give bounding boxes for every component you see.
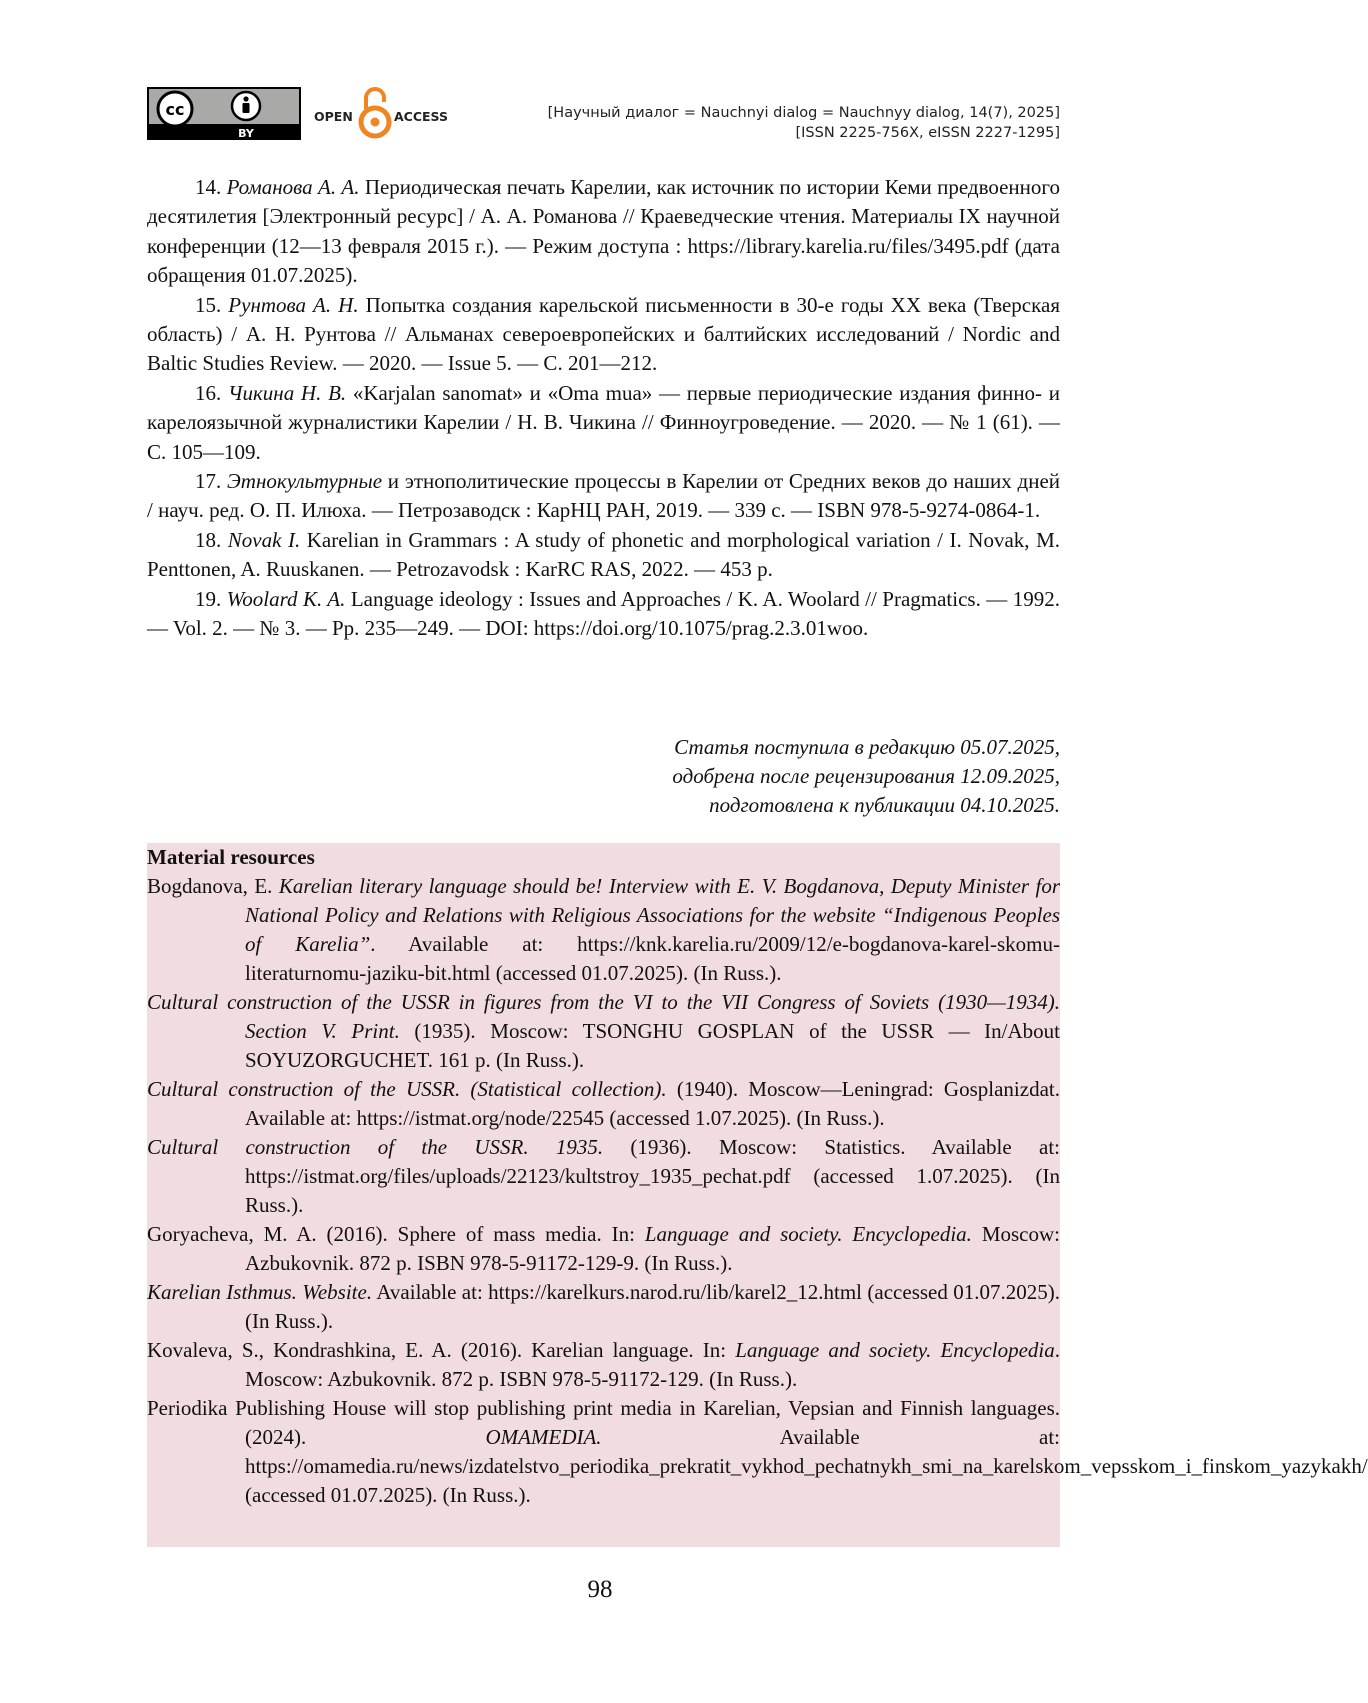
- reference-author: Woolard K. A.: [226, 586, 346, 611]
- reference-author: Этнокультурные: [227, 469, 383, 494]
- reference-text: и этнополитические процессы в Карелии от Средних веков до наших дней / науч. ред. О. П. Илюха. — Петрозаводск : КарНЦ РАН, 2019. — 339 с. — ISBN 978-5-9274-0864-1.: [147, 469, 1061, 523]
- open-access-logo: [314, 85, 464, 141]
- reference-number: 18.: [195, 527, 222, 552]
- material-item-title: Language and society. Encyclopedia: [735, 1338, 1055, 1362]
- reference-author: Романова А. А.: [226, 175, 360, 199]
- material-item-details: (1936). Moscow: Statistics. Available at: https://istmat.org/files/uploads/22123/kultstroy_1935_pechat.pdf (accessed 1.07.2025). (In Russ.).: [245, 1135, 1060, 1217]
- material-item: [147, 1278, 1060, 1336]
- journal-citation: [548, 103, 1060, 143]
- open-access-lock-icon: [361, 89, 389, 136]
- by-label: BY: [238, 127, 254, 140]
- reference-item: [147, 379, 1060, 467]
- material-item-details: Available at: https://karelkurs.narod.ru/lib/karel2_12.html (accessed 01.07.2025). (In Russ.).: [245, 1280, 1061, 1333]
- reference-number: 17.: [195, 469, 222, 494]
- material-item: [147, 988, 1060, 1075]
- reference-number: 15.: [195, 292, 222, 317]
- cc-label: cc: [165, 100, 185, 119]
- reference-number: 16.: [195, 380, 222, 405]
- received-date: Статья поступила в редакцию 05.07.2025,: [674, 735, 1060, 759]
- material-item-text: Periodika Publishing House will stop publishing print media in Karelian, Vepsian and Finnish languages. (2024).: [147, 1396, 1060, 1449]
- reference-text: Попытка создания карельской письменности в 30-е годы XX века (Тверская область) / А. Н. Рунтова // Альманах североевропейских и балтийских исследований / Nordic and Baltic Studies Review. — 2020. — Issue 5. — С. 201—212.: [147, 292, 1060, 376]
- material-item-title: Karelian Isthmus. Website.: [147, 1280, 373, 1304]
- material-item-title: Cultural construction of the USSR in figures from the VI to the VII Congress of Soviets (1930—1934). Section V. Print.: [147, 990, 1060, 1043]
- material-item: [147, 872, 1060, 988]
- reference-number: 19.: [195, 586, 222, 611]
- reference-author: Рунтова А. Н.: [228, 292, 359, 317]
- material-item-details: (1935). Moscow: TSONGHU GOSPLAN of the USSR — In/About SOYUZORGUCHET. 161 p. (In Russ.).: [245, 1019, 1060, 1072]
- material-item: [147, 1133, 1060, 1220]
- material-item-title: Cultural construction of the USSR. 1935.: [147, 1135, 604, 1159]
- oa-access-text: ACCESS: [394, 109, 449, 124]
- material-item-title: Language and society. Encyclopedia.: [644, 1222, 972, 1246]
- journal-title-line: [Научный диалог = Nauchnyi dialog = Nauchnyy dialog, 14(7), 2025]: [547, 105, 1060, 121]
- material-item-text: Goryacheva, M. A. (2016). Sphere of mass media. In:: [147, 1222, 645, 1246]
- material-item-text: Kovaleva, S., Kondrashkina, E. A. (2016). Karelian language. In:: [147, 1338, 736, 1362]
- material-item-details: Moscow: Azbukovnik. 872 p. ISBN 978-5-91172-129-9. (In Russ.).: [245, 1222, 1060, 1275]
- reference-text: Karelian in Grammars : A study of phonetic and morphological variation / I. Novak, M. Penttonen, A. Ruuskanen. — Petrozavodsk : KarRC RAS, 2022. — 453 p.: [147, 527, 1060, 582]
- material-item-details: (1940). Moscow—Leningrad: Gosplanizdat. Available at: https://istmat.org/node/22545 (accessed 1.07.2025). (In Russ.).: [245, 1077, 1060, 1130]
- material-item: [147, 1336, 1060, 1394]
- reference-text: Периодическая печать Карелии, как источник по истории Кеми предвоенного десятилетия [Электронный ресурс] / А. А. Романова // Краеведческие чтения. Материалы IX научной конференции (12—13 февраля 2015 г.). — Режим доступа : https://library.karelia.ru/files/3495.pdf (дата обращения 01.07.2025).: [147, 175, 1061, 288]
- material-item-text: Bogdanova, E.: [147, 874, 279, 898]
- reference-list: [147, 173, 1060, 644]
- material-item-details: Available at: https://omamedia.ru/news/izdatelstvo_periodika_prekratit_vykhod_pechatnykh_smi_na_karelskom_vepsskom_i_finskom_yazykakh/ (accessed 01.07.2025). (In Russ.).: [245, 1425, 1368, 1507]
- material-item-title: Cultural construction of the USSR. (Statistical collection).: [147, 1077, 667, 1101]
- reference-number: 14.: [195, 175, 222, 199]
- submission-dates: [672, 733, 1060, 820]
- approved-date: одобрена после рецензирования 12.09.2025,: [672, 764, 1060, 788]
- material-item: [147, 1394, 1368, 1510]
- reference-author: Novak I.: [227, 527, 301, 552]
- material-item-title: Karelian literary language should be! Interview with E. V. Bogdanova, Deputy Minister for National Policy and Relations with Religious Associations for the website “Indigenous Peoples of Karelia”: [245, 874, 1060, 956]
- reference-item: [147, 585, 1060, 644]
- material-item-title: OMAMEDIA.: [485, 1425, 602, 1449]
- reference-item: [147, 173, 1060, 291]
- oa-open-text: OPEN: [314, 109, 353, 124]
- accepted-date: подготовлена к публикации 04.10.2025.: [709, 793, 1060, 817]
- material-item-details: . Moscow: Azbukovnik. 872 p. ISBN 978-5-91172-129. (In Russ.).: [245, 1338, 1060, 1391]
- reference-item: [147, 467, 1060, 526]
- issn-line: [ISSN 2225-756X, eISSN 2227-1295]: [795, 125, 1060, 141]
- material-resources: [147, 843, 1368, 1547]
- page-number: 98: [587, 1576, 613, 1603]
- material-item: [147, 1220, 1060, 1278]
- page-header: [147, 84, 1060, 144]
- reference-item: [147, 526, 1060, 585]
- reference-text: Language ideology : Issues and Approaches / K. A. Woolard // Pragmatics. — 1992. — Vol. 2. — № 3. — Pp. 235—249. — DOI: https://doi.org/10.1075/prag.2.3.01woo.: [147, 586, 1060, 641]
- reference-author: Чикина Н. В.: [227, 380, 347, 405]
- material-resources-title: Material resources: [147, 845, 315, 869]
- cc-by-license-icon[interactable]: [147, 87, 301, 140]
- reference-text: «Karjalan sanomat» и «Oma mua» — первые периодические издания финно- и карелоязычной журналистики Карелии / Н. В. Чикина // Финноугроведение. — 2020. — № 1 (61). — С. 105—109.: [147, 380, 1061, 464]
- material-item: [147, 1075, 1060, 1133]
- material-item-details: . Available at: https://knk.karelia.ru/2009/12/e-bogdanova-karel-skomu-literaturnomu-jaziku-bit.html (accessed 01.07.2025). (In Russ.).: [245, 932, 1060, 985]
- reference-item: [147, 291, 1060, 379]
